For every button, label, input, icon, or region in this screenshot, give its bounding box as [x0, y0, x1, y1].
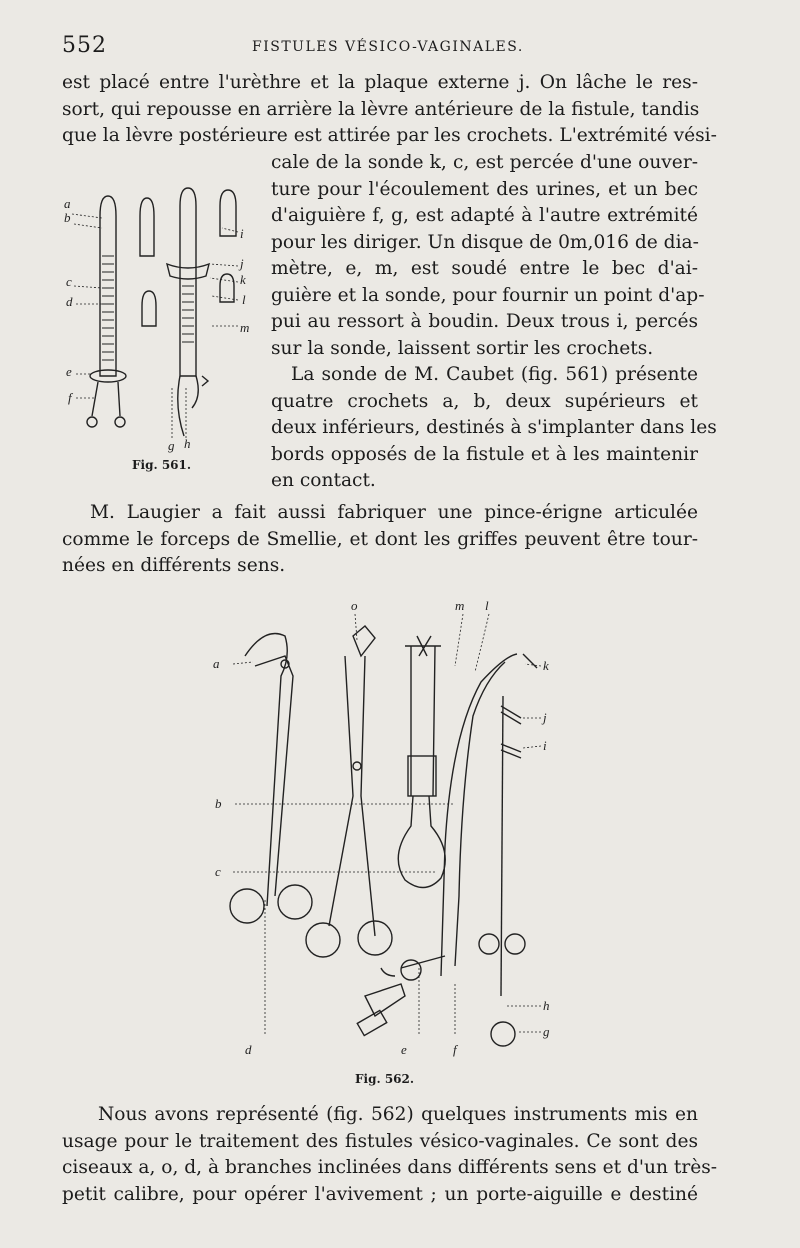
- fig562-label-i: i: [543, 738, 547, 753]
- fig562-label-m: m: [455, 598, 465, 613]
- text-line: en contact.: [271, 470, 376, 491]
- text-line: petit calibre, pour opérer l'avivement ; un porte-aiguille e destiné: [62, 1183, 698, 1205]
- fig561-label-g: g: [168, 438, 175, 453]
- fig562-label-g: g: [543, 1024, 550, 1039]
- text-line: cale de la sonde k, c, est percée d'une ouver-: [271, 152, 698, 173]
- fig562-label-h: h: [543, 998, 550, 1013]
- text-line: pour les diriger. Un disque de 0m,016 de dia-: [271, 231, 699, 253]
- text-line: usage pour le traitement des fistules vésico-vaginales. Ce sont des: [62, 1130, 698, 1152]
- page-number: 552: [62, 33, 107, 58]
- fig562-label-c: c: [215, 864, 221, 879]
- running-header: [62, 33, 722, 63]
- paragraph-1-wrap: [271, 150, 705, 362]
- running-title: FISTULES VÉSICO-VAGINALES.: [252, 39, 524, 55]
- text-line: mètre, e, m, est soudé entre le bec d'ai-: [271, 258, 698, 279]
- fig561-label-f: f: [68, 390, 72, 405]
- text-line: que la lèvre postérieure est attirée par les crochets. L'extrémité vési-: [62, 125, 717, 146]
- fig562-label-l: l: [485, 598, 489, 613]
- text-line: est placé entre l'urèthre et la plaque externe j. On lâche le res-: [62, 72, 698, 93]
- text-line: ciseaux a, o, d, à branches inclinées dans différents sens et d'un très-: [62, 1157, 718, 1178]
- figure-562-caption: Fig. 562.: [355, 1072, 415, 1086]
- fig562-label-b: b: [215, 796, 222, 811]
- text-line: M. Laugier a fait aussi fabriquer une pince-érigne articulée: [90, 502, 698, 523]
- text-line: sur la sonde, laissent sortir les crochets.: [271, 337, 654, 359]
- figure-562: [205, 596, 565, 1066]
- fig561-label-l: l: [242, 292, 246, 307]
- text-line: pui au ressort à boudin. Deux trous i, percés: [271, 311, 698, 332]
- text-line: La sonde de M. Caubet (fig. 561) présente: [291, 364, 698, 385]
- text-line: d'aiguière f, g, est adapté à l'autre extrémité: [271, 205, 698, 226]
- text-line: comme le forceps de Smellie, et dont les griffes peuvent être tour-: [62, 528, 698, 550]
- fig561-label-e: e: [66, 364, 72, 379]
- paragraph-1: [62, 70, 717, 150]
- text-line: guière et la sonde, pour fournir un point d'ap-: [271, 284, 705, 306]
- text-line: nées en différents sens.: [62, 555, 286, 576]
- fig562-label-a: a: [213, 656, 220, 671]
- fig561-label-a: a: [64, 196, 71, 211]
- fig561-label-j: j: [240, 256, 244, 271]
- fig561-label-b: b: [64, 210, 71, 225]
- text-line: bords opposés de la fistule et à les maintenir: [271, 443, 698, 465]
- figure-561-caption: Fig. 561.: [132, 458, 192, 472]
- fig561-label-m: m: [240, 320, 250, 335]
- text-line: quatre crochets a, b, deux supérieurs et: [271, 390, 698, 412]
- fig562-label-d: d: [245, 1042, 252, 1057]
- text-line: Nous avons représenté (fig. 562) quelques instruments mis en: [98, 1104, 698, 1125]
- fig561-label-i: i: [240, 226, 244, 241]
- fig562-label-e: e: [401, 1042, 407, 1057]
- fig561-label-h: h: [184, 436, 191, 451]
- fig561-label-d: d: [66, 294, 73, 309]
- paragraph-2: [271, 362, 717, 495]
- text-line: deux inférieurs, destinés à s'implanter dans les: [271, 417, 717, 438]
- text-line: ture pour l'écoulement des urines, et un bec: [271, 178, 698, 200]
- paragraph-4: [62, 1102, 718, 1208]
- fig562-label-o: o: [351, 598, 358, 613]
- paragraph-3: [62, 500, 698, 580]
- fig562-label-f: f: [453, 1042, 457, 1057]
- figure-561: [62, 176, 262, 476]
- text-line: sort, qui repousse en arrière la lèvre antérieure de la fistule, tandis: [62, 98, 700, 120]
- fig562-label-k: k: [543, 658, 549, 673]
- fig562-label-j: j: [543, 710, 547, 725]
- fig561-label-c: c: [66, 274, 72, 289]
- fig561-label-k: k: [240, 272, 246, 287]
